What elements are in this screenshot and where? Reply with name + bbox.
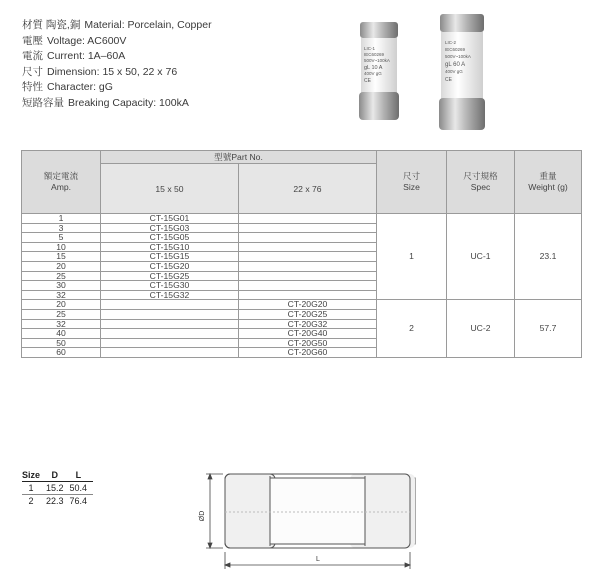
- product-table: [21, 150, 582, 358]
- table-cell: CT-15G25: [101, 271, 239, 281]
- table-cell: [239, 214, 377, 224]
- table-cell: CT-20G60: [239, 348, 377, 358]
- table-cell: 50: [22, 338, 101, 348]
- svg-text:400V gG: 400V gG: [445, 69, 463, 74]
- table-row: [22, 300, 582, 310]
- table-cell-size: 1: [377, 214, 447, 300]
- svg-text:gL 10 A: gL 10 A: [364, 65, 383, 71]
- svg-text:500V~100kA: 500V~100kA: [364, 58, 390, 63]
- header-spec: 尺寸規格 Spec: [447, 151, 515, 214]
- table-cell-size: 2: [377, 300, 447, 358]
- svg-text:LIC-2: LIC-2: [445, 40, 457, 45]
- table-cell: 32: [22, 290, 101, 300]
- table-cell: 30: [22, 281, 101, 291]
- dim-header-d: D: [46, 470, 70, 482]
- table-cell: [239, 281, 377, 291]
- svg-text:LIC-1: LIC-1: [364, 46, 376, 51]
- spec-current: 電流 Current: 1A–60A: [22, 50, 126, 63]
- table-cell: CT-15G03: [101, 223, 239, 233]
- svg-text:IEC60269: IEC60269: [364, 52, 385, 57]
- table-cell: CT-15G10: [101, 242, 239, 252]
- table-cell: [239, 233, 377, 243]
- dim-row: 2 22.3 76.4: [28, 496, 88, 506]
- spec-list: [22, 18, 212, 112]
- fuse-photo-small: [359, 22, 399, 120]
- svg-text:500V~100kA: 500V~100kA: [445, 54, 471, 59]
- table-cell: CT-20G25: [239, 309, 377, 319]
- dim-header-size: Size: [22, 470, 46, 482]
- spec-dimension: 尺寸 Dimension: 15 x 50, 22 x 76: [22, 65, 178, 78]
- fuse-photo-large: [439, 14, 485, 130]
- table-cell: [101, 348, 239, 358]
- spec-breaking-capacity: 短路容量 Breaking Capacity: 100kA: [22, 96, 189, 109]
- table-cell: 10: [22, 242, 101, 252]
- table-cell: 40: [22, 329, 101, 339]
- table-row: [22, 214, 582, 224]
- table-cell: CT-15G32: [101, 290, 239, 300]
- table-cell: [101, 338, 239, 348]
- table-cell: [239, 223, 377, 233]
- svg-text:IEC60269: IEC60269: [445, 47, 466, 52]
- table-cell-weight: 57.7: [515, 300, 582, 358]
- table-cell: [239, 252, 377, 262]
- table-cell: 1: [22, 214, 101, 224]
- header-size: 尺寸 Size: [377, 151, 447, 214]
- dim-header-l: L: [70, 470, 94, 482]
- header-weight: 重量 Weight (g): [515, 151, 582, 214]
- table-cell: CT-20G20: [239, 300, 377, 310]
- svg-text:gL 60 A: gL 60 A: [445, 62, 466, 68]
- table-cell: 3: [22, 223, 101, 233]
- fuse-dimension-drawing: [190, 462, 595, 577]
- table-cell: CT-20G40: [239, 329, 377, 339]
- table-cell: [101, 329, 239, 339]
- table-cell-spec: UC-2: [447, 300, 515, 358]
- table-cell: 20: [22, 300, 101, 310]
- svg-text:CE: CE: [445, 77, 452, 83]
- header-model-22x76: 22 x 76: [239, 164, 377, 214]
- table-cell-weight: 23.1: [515, 214, 582, 300]
- table-cell: CT-15G15: [101, 252, 239, 262]
- table-cell: 25: [22, 309, 101, 319]
- table-cell: [239, 261, 377, 271]
- table-cell: CT-15G30: [101, 281, 239, 291]
- table-cell: 25: [22, 271, 101, 281]
- table-cell: [101, 300, 239, 310]
- table-cell: [101, 309, 239, 319]
- header-model-15x50: 15 x 50: [101, 164, 239, 214]
- spec-voltage: 電壓 Voltage: AC600V: [22, 34, 127, 47]
- table-cell: CT-15G20: [101, 261, 239, 271]
- table-cell: [101, 319, 239, 329]
- svg-text:400V gG: 400V gG: [364, 71, 382, 76]
- dimension-l-label: L: [316, 556, 320, 563]
- table-cell: CT-15G01: [101, 214, 239, 224]
- table-cell: 32: [22, 319, 101, 329]
- table-cell: [239, 271, 377, 281]
- table-cell: 20: [22, 261, 101, 271]
- table-cell: CT-20G32: [239, 319, 377, 329]
- spec-material: 材質 陶瓷,銅 Material: Porcelain, Copper: [22, 19, 212, 31]
- table-cell: 15: [22, 252, 101, 262]
- dim-row: 1 15.2 50.4: [22, 482, 93, 495]
- header-amp: 額定電流 Amp.: [22, 151, 101, 214]
- table-cell: CT-15G05: [101, 233, 239, 243]
- dimension-d-label: ØD: [199, 510, 206, 522]
- table-cell: [239, 242, 377, 252]
- table-cell: 60: [22, 348, 101, 358]
- dimension-d: [206, 474, 223, 548]
- dimension-table: [22, 470, 93, 507]
- table-cell-spec: UC-1: [447, 214, 515, 300]
- table-cell: CT-20G50: [239, 338, 377, 348]
- header-part-no: 型號Part No.: [101, 151, 377, 164]
- spec-character: 特性 Character: gG: [22, 81, 113, 94]
- fuse-photos: [350, 14, 540, 134]
- svg-text:CE: CE: [364, 78, 371, 84]
- table-cell: 5: [22, 233, 101, 243]
